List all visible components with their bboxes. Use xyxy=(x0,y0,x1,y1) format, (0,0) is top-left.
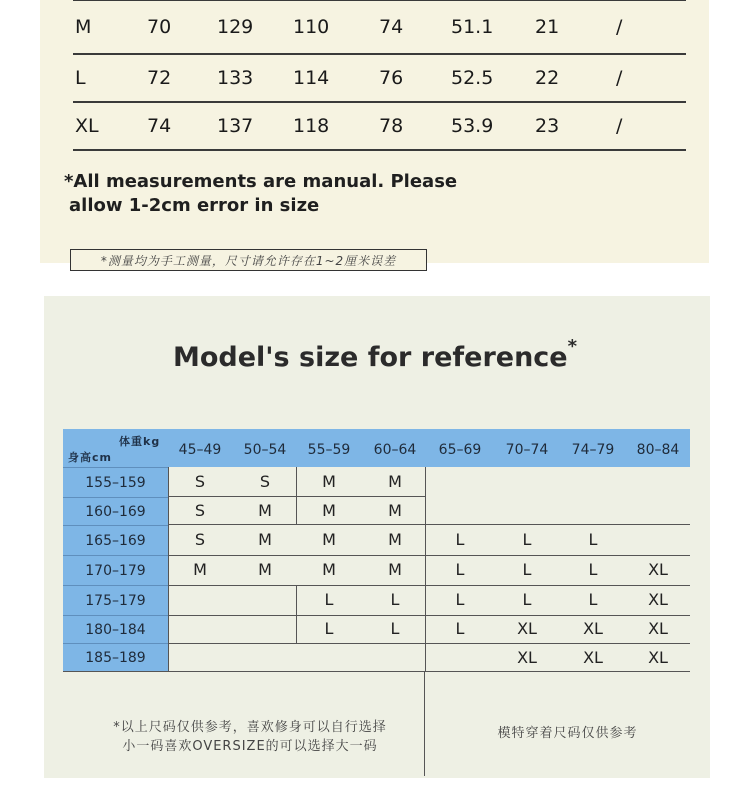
size-cell: XL xyxy=(583,648,603,667)
size-value: 110 xyxy=(293,16,330,38)
size-cell: L xyxy=(324,619,334,638)
size-cell: M xyxy=(388,501,402,520)
size-label: M xyxy=(75,16,92,38)
size-value: 21 xyxy=(535,16,560,38)
size-value: 114 xyxy=(293,67,330,89)
weight-header: 50–54 xyxy=(243,442,287,458)
size-cell: L xyxy=(455,590,465,609)
grid-rule xyxy=(168,585,690,586)
size-cell: XL xyxy=(648,590,668,609)
size-cell: XL xyxy=(583,619,603,638)
size-value: 52.5 xyxy=(451,67,494,89)
grid-header xyxy=(63,429,690,467)
size-cell: XL xyxy=(517,619,537,638)
size-cell: M xyxy=(258,501,272,520)
size-row xyxy=(73,0,686,55)
model-size-grid xyxy=(63,429,690,672)
size-value: 22 xyxy=(535,67,560,89)
footer-left-line2: 小一码喜欢OVERSIZE的可以选择大一码 xyxy=(122,739,378,754)
grid-rule xyxy=(296,585,297,643)
model-size-title xyxy=(0,336,750,373)
height-label: 160–169 xyxy=(63,497,168,526)
measurement-note-en xyxy=(64,170,464,218)
size-value: 129 xyxy=(217,16,254,38)
size-cell: L xyxy=(455,560,465,579)
size-cell: L xyxy=(522,530,532,549)
size-table xyxy=(73,0,686,151)
size-cell: M xyxy=(258,560,272,579)
grid-rule xyxy=(168,615,690,616)
size-cell: L xyxy=(455,619,465,638)
grid-rule xyxy=(63,671,690,672)
size-row xyxy=(73,55,686,103)
size-cell: XL xyxy=(517,648,537,667)
size-cell: XL xyxy=(648,560,668,579)
footer-left-line1: *以上尺码仅供参考，喜欢修身可以自行选择 xyxy=(113,720,387,735)
size-label: XL xyxy=(75,115,99,137)
size-cell: L xyxy=(588,560,598,579)
footer-note-right: 模特穿着尺码仅供参考 xyxy=(497,726,638,741)
height-label: 165–169 xyxy=(63,525,168,556)
size-cell: XL xyxy=(648,648,668,667)
size-value: 74 xyxy=(379,16,404,38)
size-cell: M xyxy=(388,472,402,491)
size-value: 133 xyxy=(217,67,254,89)
weight-header: 74–79 xyxy=(571,442,615,458)
size-label: L xyxy=(75,67,86,89)
weight-header: 65–69 xyxy=(438,442,482,458)
size-value: 72 xyxy=(147,67,172,89)
size-value: 76 xyxy=(379,67,404,89)
grid-rule xyxy=(296,467,297,525)
size-value: 137 xyxy=(217,115,254,137)
size-value: / xyxy=(616,67,623,89)
corner-height-label: 身高cm xyxy=(68,451,112,464)
height-label: 185–189 xyxy=(63,643,168,673)
note-en-line1: *All measurements are manual. Please xyxy=(64,171,458,192)
size-cell: M xyxy=(322,560,336,579)
size-value: 78 xyxy=(379,115,404,137)
size-cell: M xyxy=(258,530,272,549)
height-label: 175–179 xyxy=(63,585,168,616)
size-cell: M xyxy=(388,560,402,579)
grid-rule xyxy=(168,555,690,556)
size-value: 70 xyxy=(147,16,172,38)
height-label: 155–159 xyxy=(63,467,168,498)
height-label: 170–179 xyxy=(63,555,168,586)
grid-rule xyxy=(168,643,690,644)
size-cell: L xyxy=(390,619,400,638)
size-cell: L xyxy=(324,590,334,609)
grid-rule xyxy=(425,467,426,672)
size-cell: S xyxy=(194,530,206,549)
size-row xyxy=(73,103,686,151)
size-value: 118 xyxy=(293,115,330,137)
grid-rule xyxy=(168,467,169,672)
size-cell: L xyxy=(588,530,598,549)
footer-note-left xyxy=(80,718,420,756)
size-cell: M xyxy=(322,472,336,491)
size-cell: L xyxy=(390,590,400,609)
measurement-note-cn: *测量均为手工测量，尺寸请允许存在1~2厘米误差 xyxy=(70,249,427,271)
size-value: / xyxy=(616,16,623,38)
note-en-line2: allow 1-2cm error in size xyxy=(69,195,320,216)
grid-rule xyxy=(168,524,690,525)
size-value: 51.1 xyxy=(451,16,494,38)
footer-divider xyxy=(424,672,425,776)
size-cell: L xyxy=(588,590,598,609)
size-cell: S xyxy=(259,472,271,491)
corner-weight-label: 体重kg xyxy=(119,435,161,448)
size-cell: M xyxy=(322,530,336,549)
height-label: 180–184 xyxy=(63,615,168,644)
size-cell: L xyxy=(455,530,465,549)
size-value: 74 xyxy=(147,115,172,137)
weight-header: 55–59 xyxy=(307,442,351,458)
weight-header: 60–64 xyxy=(373,442,417,458)
size-cell: L xyxy=(522,590,532,609)
size-cell: M xyxy=(322,501,336,520)
model-size-title-text: Model's size for reference xyxy=(172,342,568,373)
size-value: / xyxy=(616,115,623,137)
size-value: 53.9 xyxy=(451,115,494,137)
weight-header: 45–49 xyxy=(178,442,222,458)
weight-header: 80–84 xyxy=(636,442,680,458)
weight-header: 70–74 xyxy=(505,442,549,458)
size-cell: S xyxy=(194,501,206,520)
size-cell: L xyxy=(522,560,532,579)
size-cell: M xyxy=(388,530,402,549)
size-cell: S xyxy=(194,472,206,491)
size-value: 23 xyxy=(535,115,560,137)
title-asterisk: * xyxy=(567,336,578,357)
size-cell: M xyxy=(193,560,207,579)
size-cell: XL xyxy=(648,619,668,638)
